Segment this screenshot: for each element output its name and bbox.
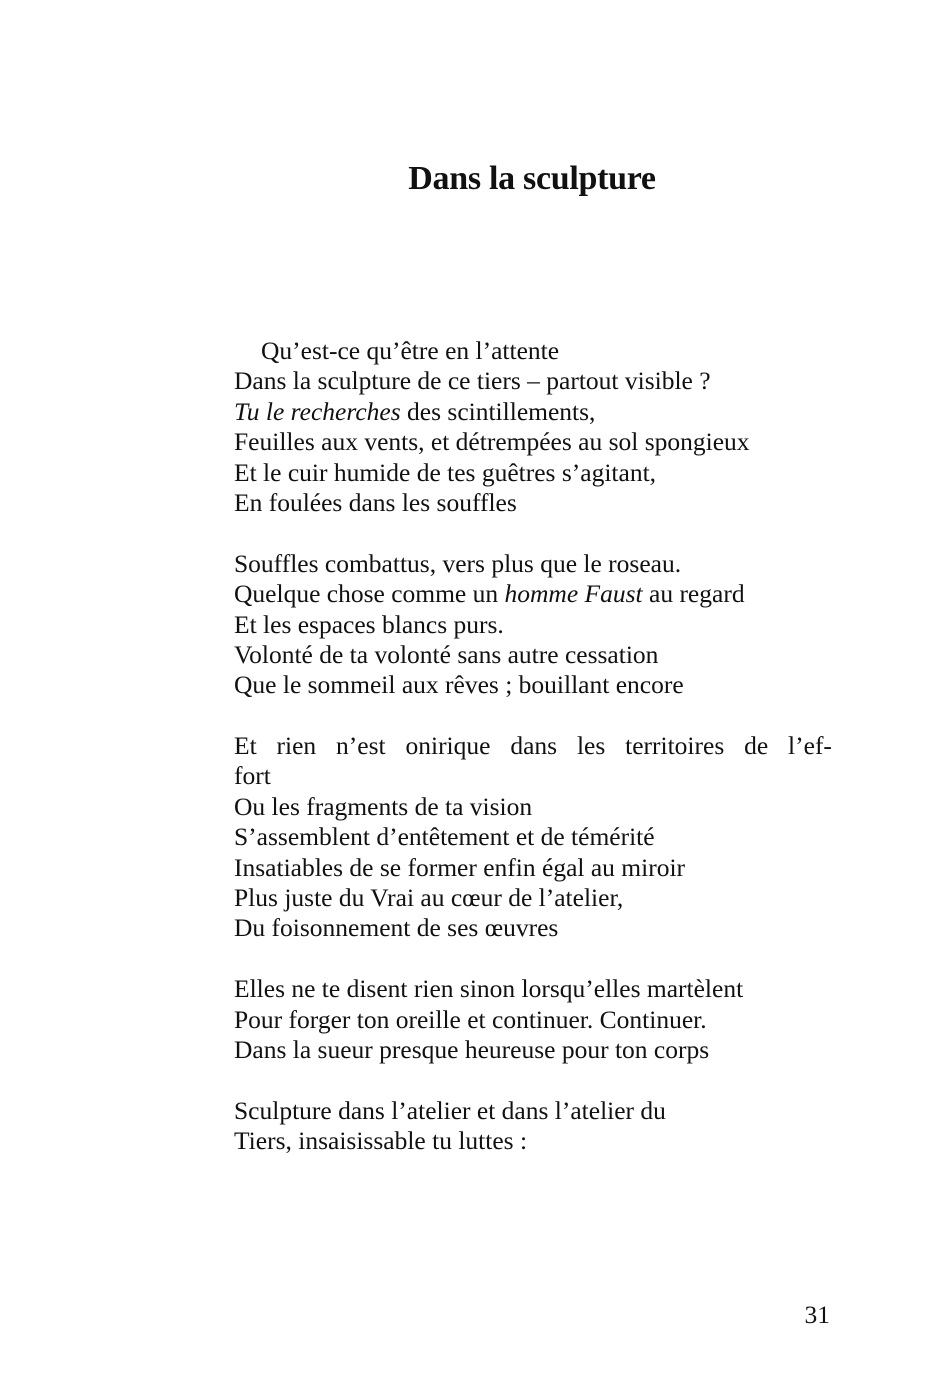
word: rien <box>276 731 317 761</box>
page-title: Dans la sculpture <box>408 160 656 197</box>
poem-line: fort <box>234 761 271 791</box>
line-text: des scintillements, <box>400 396 596 426</box>
poem-line: Insatiables de se former enfin égal au miroir <box>234 852 686 882</box>
poem-line: Que le sommeil aux rêves ; bouillant encore <box>234 670 684 700</box>
poem-line: Du foisonnement de ses œuvres <box>234 913 559 943</box>
stanza-break <box>234 944 832 974</box>
poem-line: Ou les fragments de ta vision <box>234 791 533 821</box>
poem-line: En foulées dans les souffles <box>234 487 517 517</box>
word: l’ef- <box>788 731 832 761</box>
poem-line: S’assemblent d’entêtement et de témérité <box>234 822 655 852</box>
word: Et <box>234 731 257 761</box>
poem-line <box>234 579 832 609</box>
stanza-5 <box>234 1096 832 1157</box>
poem-line: Plus juste du Vrai au cœur de l’atelier, <box>234 883 624 913</box>
poem-line: Pour forger ton oreille et continuer. Continuer. <box>234 1004 707 1034</box>
italic-phrase: Tu le recherches <box>234 396 401 426</box>
poem-line: Et le cuir humide de tes guêtres s’agitant, <box>234 457 657 487</box>
poem-line: Et les espaces blancs purs. <box>234 609 504 639</box>
poem-line: Tiers, insaisissable tu luttes : <box>234 1126 528 1156</box>
word: dans <box>510 731 558 761</box>
line-text: Quelque chose comme un <box>234 579 505 609</box>
word: n’est <box>336 731 386 761</box>
poem-line: Volonté de ta volonté sans autre cessation <box>234 639 659 669</box>
stanza-break <box>234 1065 832 1095</box>
stanza-3 <box>234 731 832 944</box>
word: les <box>576 731 606 761</box>
poem-line: Feuilles aux vents, et détrempées au sol spongieux <box>234 427 750 457</box>
poem-line: Elles ne te disent rien sinon lorsqu’elles martèlent <box>234 974 744 1004</box>
stanza-break <box>234 518 832 548</box>
poem-body <box>234 336 832 1157</box>
line-text: au regard <box>642 579 745 609</box>
poem-line: Souffles combattus, vers plus que le roseau. <box>234 548 682 578</box>
poem-line-justified <box>234 731 832 761</box>
poem-line: Dans la sueur presque heureuse pour ton corps <box>234 1034 710 1064</box>
poem-line: Dans la sculpture de ce tiers – partout visible ? <box>234 366 711 396</box>
stanza-1 <box>234 336 832 518</box>
word: de <box>744 731 769 761</box>
poem-line: Qu’est-ce qu’être en l’attente <box>261 336 560 365</box>
page-number: 31 <box>804 1300 830 1329</box>
italic-phrase: homme Faust <box>504 579 643 609</box>
stanza-4 <box>234 974 832 1065</box>
word: territoires <box>625 731 725 761</box>
word: onirique <box>405 731 491 761</box>
poem-line: Sculpture dans l’atelier et dans l’atelier du <box>234 1095 666 1125</box>
stanza-2 <box>234 549 832 701</box>
stanza-break <box>234 701 832 731</box>
poem-line <box>234 397 832 427</box>
